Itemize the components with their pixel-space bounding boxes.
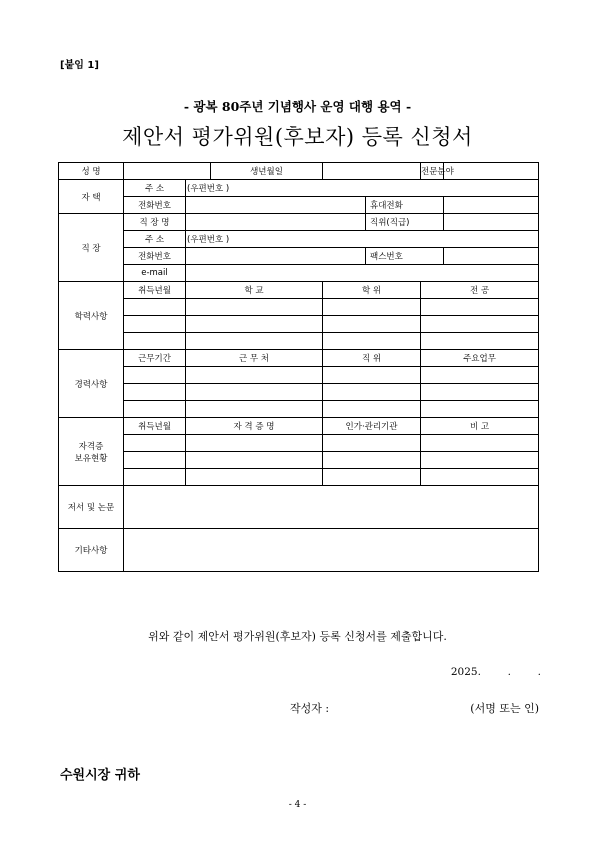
etc-field[interactable]: [124, 529, 539, 572]
license-row: [59, 435, 539, 452]
name-field[interactable]: [124, 163, 211, 180]
career-row: [59, 367, 539, 384]
education-row: [59, 316, 539, 333]
birth-label: 생년월일: [211, 163, 323, 180]
work-email-field[interactable]: [186, 265, 539, 282]
writer-label: 작성자 :: [290, 702, 330, 715]
work-phone-row: [59, 248, 539, 265]
career-header: 근 무 처: [186, 350, 323, 367]
papers-label: 저서 및 논문: [59, 486, 124, 529]
license-header: 자 격 증 명: [186, 418, 323, 435]
work-company-field[interactable]: [186, 214, 366, 231]
home-mobile-label: 휴대전화: [366, 197, 444, 214]
education-header: 학 위: [323, 282, 421, 299]
work-position-field[interactable]: [444, 214, 539, 231]
education-row: [59, 299, 539, 316]
work-address-field[interactable]: (우편번호 ): [186, 231, 539, 248]
career-header: 근무기간: [124, 350, 186, 367]
work-company-row: [59, 214, 539, 231]
field-value[interactable]: [444, 163, 539, 180]
education-header-row: [59, 282, 539, 299]
declaration-text: 위와 같이 제안서 평가위원(후보자) 등록 신청서를 제출합니다.: [148, 630, 447, 643]
work-company-label: 직 장 명: [124, 214, 186, 231]
education-header: 학 교: [186, 282, 323, 299]
home-address-label: 주 소: [124, 180, 186, 197]
license-label-line2: 보유현황: [74, 453, 108, 464]
license-header-row: [59, 418, 539, 435]
work-phone-label: 전화번호: [124, 248, 186, 265]
attachment-label: [붙임 1]: [60, 60, 99, 71]
name-label: 성 명: [59, 163, 124, 180]
career-label: 경력사항: [59, 350, 124, 418]
home-phone-field[interactable]: [186, 197, 366, 214]
work-email-row: [59, 265, 539, 282]
license-header: 취득년월: [124, 418, 186, 435]
birth-field[interactable]: [323, 163, 421, 180]
license-header: 인가·관리기관: [323, 418, 421, 435]
name-row: [59, 163, 539, 180]
home-phone-label: 전화번호: [124, 197, 186, 214]
career-header: 직 위: [323, 350, 421, 367]
etc-row: [59, 529, 539, 572]
career-header: 주요업무: [421, 350, 539, 367]
date-field[interactable]: 2025. . .: [450, 666, 541, 678]
work-fax-field[interactable]: [444, 248, 539, 265]
recipient: 수원시장 귀하: [60, 768, 140, 783]
license-label: [59, 418, 124, 486]
education-label: 학력사항: [59, 282, 124, 350]
field-label: 전문분야: [421, 163, 444, 180]
work-address-row: [59, 231, 539, 248]
home-label: 자 택: [59, 180, 124, 214]
application-form-table: [58, 162, 539, 572]
signature-label: (서명 또는 인): [470, 702, 539, 715]
subtitle: - 광복 80주년 기념행사 운영 대행 용역 -: [183, 99, 412, 114]
etc-label: 기타사항: [59, 529, 124, 572]
home-phone-row: [59, 197, 539, 214]
license-row: [59, 469, 539, 486]
education-header: 전 공: [421, 282, 539, 299]
home-mobile-field[interactable]: [444, 197, 539, 214]
papers-row: [59, 486, 539, 529]
home-address-field[interactable]: (우편번호 ): [186, 180, 539, 197]
work-phone-field[interactable]: [186, 248, 366, 265]
work-email-label: e-mail: [124, 265, 186, 282]
license-header: 비 고: [421, 418, 539, 435]
work-address-label: 주 소: [124, 231, 186, 248]
work-position-label: 직위(직급): [366, 214, 444, 231]
home-address-row: [59, 180, 539, 197]
page-number: - 4 -: [288, 800, 307, 810]
education-row: [59, 333, 539, 350]
career-header-row: [59, 350, 539, 367]
education-header: 취득년월: [124, 282, 186, 299]
license-row: [59, 452, 539, 469]
career-row: [59, 401, 539, 418]
career-row: [59, 384, 539, 401]
work-label: 직 장: [59, 214, 124, 282]
document-title: 제안서 평가위원(후보자) 등록 신청서: [122, 125, 473, 149]
work-fax-label: 팩스번호: [366, 248, 444, 265]
license-label-line1: 자격증: [78, 441, 104, 452]
papers-field[interactable]: [124, 486, 539, 529]
